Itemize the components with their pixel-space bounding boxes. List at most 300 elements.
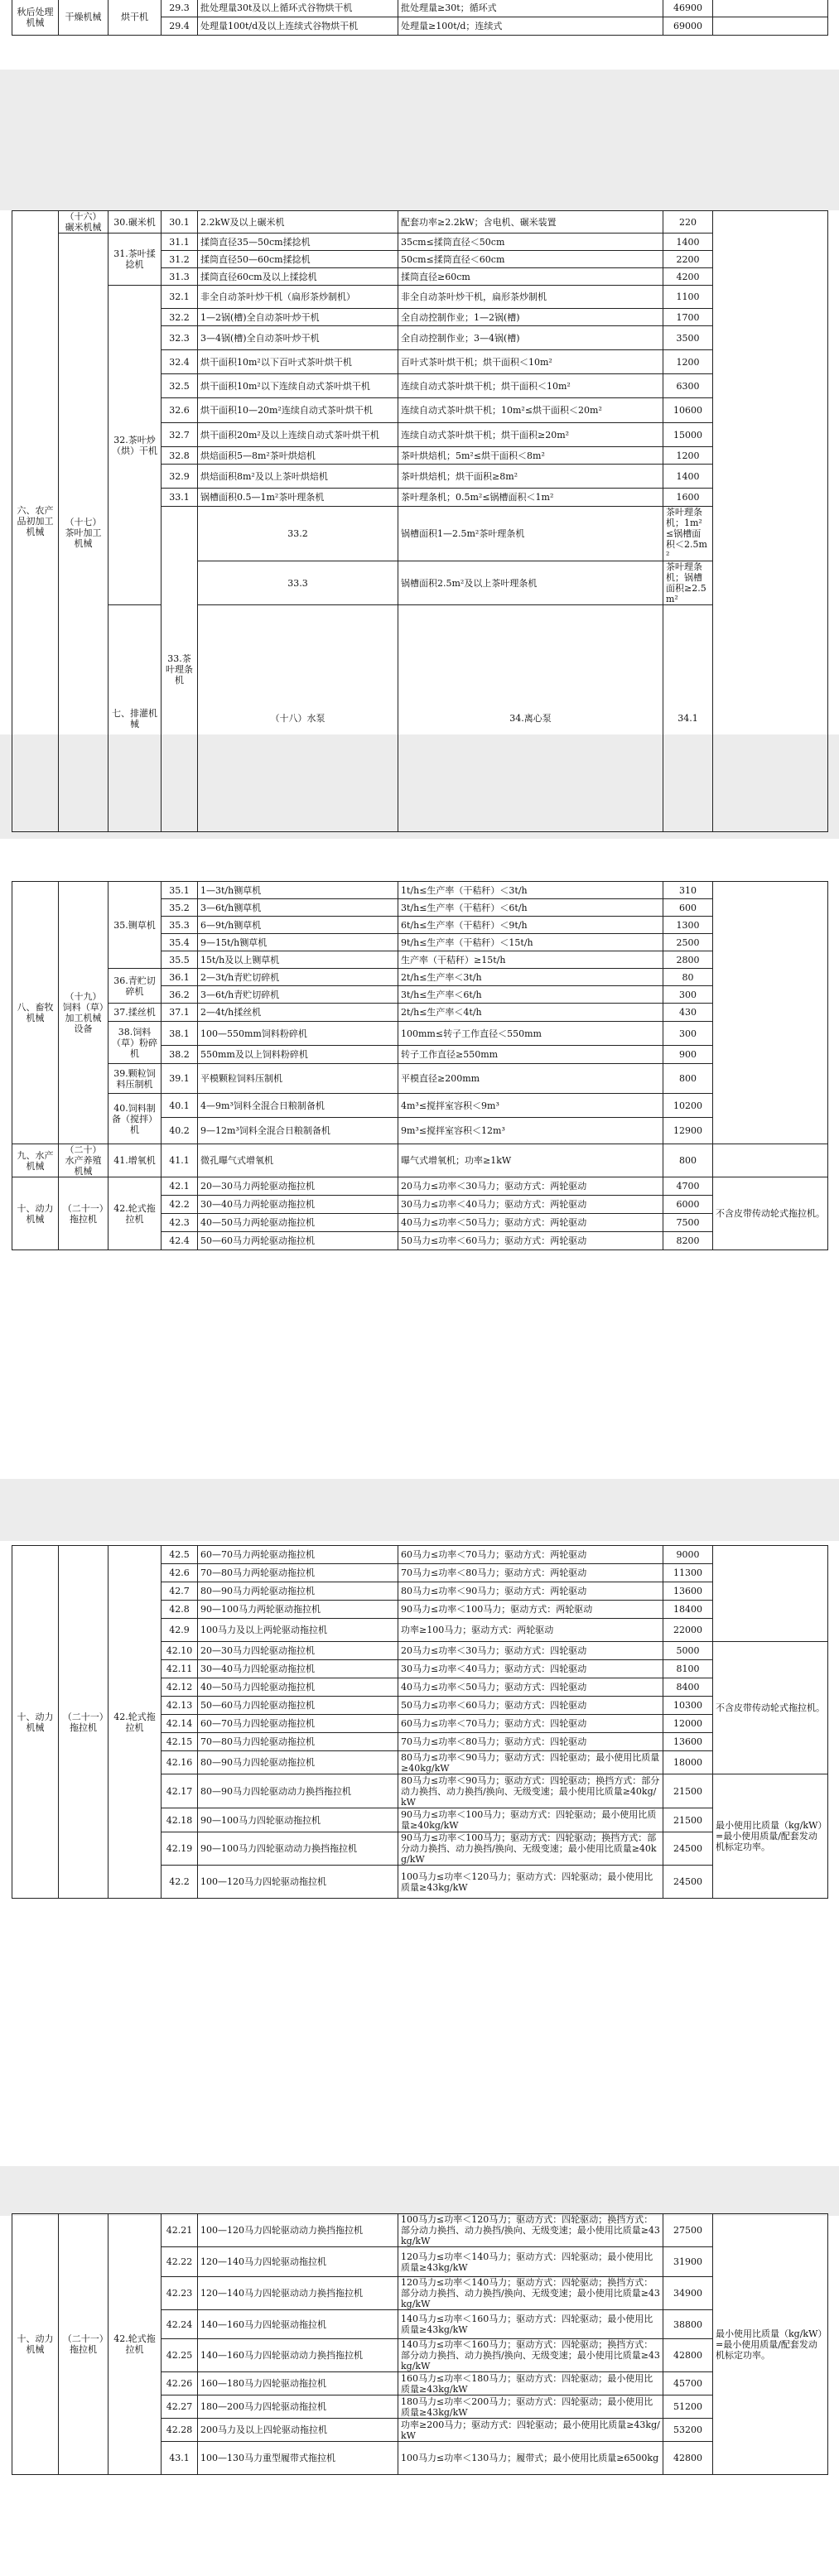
table-cell: 10600 (663, 398, 713, 423)
page-gap (0, 1479, 839, 1541)
table-cell: 140—160马力四轮驱动动力换挡拖拉机 (198, 2339, 398, 2372)
table-cell: 3—6t/h铡草机 (198, 899, 398, 917)
table-cell: 十、动力机械 (12, 1177, 59, 1250)
table-cell: 11300 (663, 1564, 713, 1582)
table-cell: 42.轮式拖拉机 (108, 1177, 162, 1250)
table-cell: （十七）茶叶加工机械 (59, 234, 108, 832)
table-cell: 31.2 (162, 251, 198, 268)
table-cell: 非全自动茶叶炒干机，扁形茶炒制机 (398, 286, 663, 309)
table-cell: 34900 (663, 2277, 713, 2310)
table-cell: 茶叶烘焙机；5m²≤烘干面积＜8m² (398, 447, 663, 465)
table-cell: 430 (663, 1004, 713, 1022)
table-cell: 600 (663, 899, 713, 917)
table-cell: 干燥机械 (59, 0, 108, 36)
table-cell: 9—15t/h铡草机 (198, 934, 398, 951)
table-cell: 900 (663, 1046, 713, 1064)
table-cell: 42.9 (162, 1619, 198, 1642)
table-row (12, 234, 828, 251)
table-cell: 不含皮带传动轮式拖拉机。 (713, 1177, 828, 1250)
table-cell: 30—40马力两轮驱动拖拉机 (198, 1196, 398, 1214)
table-cell: 100马力及以上两轮驱动拖拉机 (198, 1619, 398, 1642)
table-cell: 42.25 (162, 2339, 198, 2372)
table-cell: 9000 (663, 1546, 713, 1564)
table-cell: 42.28 (162, 2419, 198, 2442)
table-cell: 38.1 (162, 1022, 198, 1046)
table-cell: 35cm≤揉筒直径＜50cm (398, 234, 663, 251)
table-cell: 3t/h≤生产率＜6t/h (398, 986, 663, 1004)
table-cell: 39.1 (162, 1064, 198, 1094)
table-cell: 处理量≥100t/d；连续式 (398, 17, 663, 36)
table-cell: 2500 (663, 934, 713, 951)
table-cell: 12900 (663, 1118, 713, 1144)
table-row (12, 1177, 828, 1196)
table-cell: 30马力≤功率＜40马力；驱动方式：四轮驱动 (398, 1660, 663, 1678)
table-cell: 不含皮带传动轮式拖拉机。 (713, 1642, 828, 1774)
table-cell: 36.1 (162, 969, 198, 986)
table-cell: 100马力≤功率＜120马力；驱动方式：四轮驱动；最小使用比质量≥43kg/kW (398, 1866, 663, 1899)
table-cell: 50—60马力两轮驱动拖拉机 (198, 1232, 398, 1250)
table-cell: 八、畜牧机械 (12, 882, 59, 1144)
table-cell: 80 (663, 969, 713, 986)
table-cell: 90—100马力两轮驱动拖拉机 (198, 1601, 398, 1619)
table-cell: 70马力≤功率＜80马力；驱动方式：四轮驱动 (398, 1733, 663, 1751)
table-cell: 43.1 (162, 2442, 198, 2475)
table-cell: 9m³≤搅拌室容积＜12m³ (398, 1118, 663, 1144)
table-row (12, 1022, 828, 1046)
table-cell: 36.2 (162, 986, 198, 1004)
table-cell: 13600 (663, 1582, 713, 1601)
table-cell: 40马力≤功率＜50马力；驱动方式：四轮驱动 (398, 1678, 663, 1697)
table-cell: 42.15 (162, 1733, 198, 1751)
table-cell: 七、排灌机械 (108, 605, 162, 832)
table-cell: 33.3 (198, 561, 398, 605)
table-cell: 42.17 (162, 1774, 198, 1808)
table-cell: 1—3t/h铡草机 (198, 882, 398, 899)
table-cell: 功率≥200马力；驱动方式：四轮驱动；最小使用比质量≥43kg/kW (398, 2419, 663, 2442)
table-cell: 42.23 (162, 2277, 198, 2310)
table-cell: 烘焙面积5—8m²茶叶烘焙机 (198, 447, 398, 465)
table-cell: 非全自动茶叶炒干机（扁形茶炒制机） (198, 286, 398, 309)
table-cell: 15t/h及以上铡草机 (198, 951, 398, 969)
table-cell: 20马力≤功率＜30马力；驱动方式：两轮驱动 (398, 1177, 663, 1196)
table-cell: 42.12 (162, 1678, 198, 1697)
table-cell: 100mm≤转子工作直径＜550mm (398, 1022, 663, 1046)
table-cell: 90—100马力四轮驱动拖拉机 (198, 1808, 398, 1832)
table-page-3 (12, 881, 828, 1250)
table-cell: 最小使用比质量（kg/kW）=最小使用质量/配套发动机标定功率。 (713, 2214, 828, 2475)
table-cell: 90马力≤功率＜100马力；驱动方式：两轮驱动 (398, 1601, 663, 1619)
table-cell: 42.22 (162, 2247, 198, 2277)
table-cell: 140马力≤功率＜160马力；驱动方式：四轮驱动；最小使用比质量≥43kg/kW (398, 2310, 663, 2339)
table-cell: 180—200马力四轮驱动拖拉机 (198, 2395, 398, 2419)
table-cell: 100—130马力重型履带式拖拉机 (198, 2442, 398, 2475)
table-cell: 35.4 (162, 934, 198, 951)
table-cell: 50马力≤功率＜60马力；驱动方式：四轮驱动 (398, 1697, 663, 1715)
table-cell: 32.6 (162, 398, 198, 423)
table-row (12, 0, 828, 17)
table-cell: 连续自动式茶叶烘干机；烘干面积＜10m² (398, 374, 663, 398)
table-row (12, 1064, 828, 1094)
table-cell: 配套功率≥2.2kW；含电机、碾米装置 (398, 211, 663, 234)
table-cell: 42.19 (162, 1832, 198, 1866)
table-cell: 烘干机 (108, 0, 162, 36)
table-cell: 10300 (663, 1697, 713, 1715)
table-cell: 2800 (663, 951, 713, 969)
table-cell: 4m³≤搅拌室容积＜9m³ (398, 1094, 663, 1118)
table-cell (713, 882, 828, 1144)
table-cell: 32.4 (162, 350, 198, 374)
table-cell: 38800 (663, 2310, 713, 2339)
table-cell: 6000 (663, 1196, 713, 1214)
table-cell: 4200 (663, 268, 713, 286)
table-cell: 功率≥100马力；驱动方式：两轮驱动 (398, 1619, 663, 1642)
table-cell: 40—50马力两轮驱动拖拉机 (198, 1214, 398, 1232)
table-cell: 33.茶叶理条机 (162, 507, 198, 832)
table-cell: 120马力≤功率＜140马力；驱动方式：四轮驱动；最小使用比质量≥43kg/kW (398, 2247, 663, 2277)
table-cell: 32.1 (162, 286, 198, 309)
table-cell: 5000 (663, 1642, 713, 1660)
table-cell: 生产率（干秸秆）≥15t/h (398, 951, 663, 969)
table-cell: 46900 (663, 0, 713, 17)
table-cell: 1300 (663, 917, 713, 934)
table-cell: 30马力≤功率＜40马力；驱动方式：两轮驱动 (398, 1196, 663, 1214)
table-cell: 18000 (663, 1751, 713, 1774)
table-cell: 秋后处理机械 (12, 0, 59, 36)
table-cell: 3—4锅(槽)全自动茶叶炒干机 (198, 326, 398, 350)
table-cell: 1200 (663, 447, 713, 465)
table-cell: 茶叶理条机；0.5m²≤锅槽面积＜1m² (398, 489, 663, 507)
table-row (12, 211, 828, 234)
table-cell: 60马力≤功率＜70马力；驱动方式：四轮驱动 (398, 1715, 663, 1733)
table-cell: 2t/h≤生产率＜3t/h (398, 969, 663, 986)
table-cell: 1600 (663, 489, 713, 507)
table-cell: 31.1 (162, 234, 198, 251)
table-cell: 2.2kW及以上碾米机 (198, 211, 398, 234)
table-cell: 32.2 (162, 309, 198, 326)
table-cell: 微孔曝气式增氧机 (198, 1144, 398, 1177)
table-cell: 15000 (663, 423, 713, 447)
table-cell: 全自动控制作业；1—2锅(槽) (398, 309, 663, 326)
table-cell: 140—160马力四轮驱动拖拉机 (198, 2310, 398, 2339)
table-cell: 42.26 (162, 2372, 198, 2395)
table-cell: 2200 (663, 251, 713, 268)
table-cell: 80马力≤功率＜90马力；驱动方式：两轮驱动 (398, 1582, 663, 1601)
table-cell: 连续自动式茶叶烘干机；10m²≤烘干面积＜20m² (398, 398, 663, 423)
table-cell: 38.2 (162, 1046, 198, 1064)
table-cell: 1t/h≤生产率（干秸秆）＜3t/h (398, 882, 663, 899)
table-cell: 31.茶叶揉捻机 (108, 234, 162, 286)
table-cell: 70马力≤功率＜80马力；驱动方式：两轮驱动 (398, 1564, 663, 1582)
table-cell: 800 (663, 1144, 713, 1177)
table-cell: 120—140马力四轮驱动动力换挡拖拉机 (198, 2277, 398, 2310)
table-cell: 十、动力机械 (12, 2214, 59, 2475)
table-page-1 (12, 0, 828, 36)
table-cell (713, 211, 828, 832)
table-cell: 42.2 (162, 1196, 198, 1214)
table-cell: 50—60马力四轮驱动拖拉机 (198, 1697, 398, 1715)
table-cell: 550mm及以上饲料粉碎机 (198, 1046, 398, 1064)
table-cell: （二十一）拖拉机 (59, 1546, 108, 1899)
table-cell (713, 17, 828, 36)
table-cell: 22000 (663, 1619, 713, 1642)
table-cell: 310 (663, 882, 713, 899)
table-cell: 40.1 (162, 1094, 198, 1118)
table-cell: 平模颗粒饲料压制机 (198, 1064, 398, 1094)
table-cell: 32.茶叶炒（烘）干机 (108, 286, 162, 605)
table-cell: 38.饲料（草）粉碎机 (108, 1022, 162, 1064)
table-cell: 160马力≤功率＜180马力；驱动方式：四轮驱动；最小使用比质量≥43kg/kW (398, 2372, 663, 2395)
table-cell: 30—40马力四轮驱动拖拉机 (198, 1660, 398, 1678)
table-cell: 69000 (663, 17, 713, 36)
table-cell: 32.9 (162, 465, 198, 489)
table-cell: （十九）饲料（草）加工机械设备 (59, 882, 108, 1144)
table-cell: 100马力≤功率＜130马力；履带式；最小使用比质量≥6500kg (398, 2442, 663, 2475)
table-cell: 十、动力机械 (12, 1546, 59, 1899)
table-cell: 21500 (663, 1808, 713, 1832)
table-cell: 100马力≤功率＜120马力；驱动方式：四轮驱动；换挡方式：部分动力换挡、动力换挡/换向、无级变速；最小使用比质量≥43kg/kW (398, 2214, 663, 2247)
table-cell: 9—12m³饲料全混合日粮制备机 (198, 1118, 398, 1144)
table-row (12, 605, 828, 832)
table-cell: 42.27 (162, 2395, 198, 2419)
table-cell: 9t/h≤生产率（干秸秆）＜15t/h (398, 934, 663, 951)
table-cell: 80—90马力四轮驱动动力换挡拖拉机 (198, 1774, 398, 1808)
table-cell: （十六）碾米机械 (59, 211, 108, 234)
table-cell: 2—3t/h青贮切碎机 (198, 969, 398, 986)
table-cell: 200马力及以上四轮驱动拖拉机 (198, 2419, 398, 2442)
table-cell: 揉筒直径50—60cm揉捻机 (198, 251, 398, 268)
table-cell: 锅槽面积1—2.5m²茶叶理条机 (398, 507, 663, 561)
table-row (12, 882, 828, 899)
table-cell: 31.3 (162, 268, 198, 286)
table-cell: 3—6t/h青贮切碎机 (198, 986, 398, 1004)
table-cell: 42.4 (162, 1232, 198, 1250)
table-cell: 烘焙面积8m²及以上茶叶烘焙机 (198, 465, 398, 489)
table-cell: 100—120马力四轮驱动拖拉机 (198, 1866, 398, 1899)
table-row (12, 1144, 828, 1177)
table-cell: 2—4t/h揉丝机 (198, 1004, 398, 1022)
table-row (12, 286, 828, 309)
page-gap (0, 70, 839, 210)
table-cell: 35.铡草机 (108, 882, 162, 969)
table-cell: 揉筒直径≥60cm (398, 268, 663, 286)
table-page-5 (12, 2213, 828, 2475)
table-cell: 批处理量30t及以上循环式谷物烘干机 (198, 0, 398, 17)
table-cell: 6300 (663, 374, 713, 398)
table-cell: 2t/h≤生产率＜4t/h (398, 1004, 663, 1022)
table-cell: 7500 (663, 1214, 713, 1232)
table-cell: 80马力≤功率＜90马力；驱动方式：四轮驱动；最小使用比质量≥40kg/kW (398, 1751, 663, 1774)
table-cell (713, 0, 828, 17)
table-cell: 1—2锅(槽)全自动茶叶炒干机 (198, 309, 398, 326)
table-cell: 10200 (663, 1094, 713, 1118)
table-cell: 13600 (663, 1733, 713, 1751)
table-cell: 40马力≤功率＜50马力；驱动方式：两轮驱动 (398, 1214, 663, 1232)
table-cell: 平模直径≥200mm (398, 1064, 663, 1094)
table-cell: 8100 (663, 1660, 713, 1678)
table-cell: 42.6 (162, 1564, 198, 1582)
table-row (12, 1094, 828, 1118)
table-cell: 揉筒直径60cm及以上揉捻机 (198, 268, 398, 286)
table-cell: 6—9t/h铡草机 (198, 917, 398, 934)
table-cell: 30.1 (162, 211, 198, 234)
table-cell: 处理量100t/d及以上连续式谷物烘干机 (198, 17, 398, 36)
table-cell: 曝气式增氧机；功率≥1kW (398, 1144, 663, 1177)
table-row (12, 1546, 828, 1564)
table-cell: 800 (663, 1064, 713, 1094)
table-cell: 80—90马力四轮驱动拖拉机 (198, 1751, 398, 1774)
table-cell: 35.1 (162, 882, 198, 899)
table-cell (713, 1144, 828, 1177)
table-cell: 百叶式茶叶烘干机；烘干面积＜10m² (398, 350, 663, 374)
table-cell: 42.轮式拖拉机 (108, 2214, 162, 2475)
table-cell: 300 (663, 1022, 713, 1046)
table-cell: 120马力≤功率＜140马力；驱动方式：四轮驱动；换挡方式：部分动力换挡、动力换挡/换向、无级变速；最小使用比质量≥43kg/kW (398, 2277, 663, 2310)
table-cell: （十八）水泵 (198, 605, 398, 832)
table-cell: 42800 (663, 2339, 713, 2372)
table-cell: 90马力≤功率＜100马力；驱动方式：四轮驱动；最小使用比质量≥40kg/kW (398, 1808, 663, 1832)
table-cell: 锅槽面积2.5m²及以上茶叶理条机 (398, 561, 663, 605)
table-cell: 42.7 (162, 1582, 198, 1601)
table-cell: 40.2 (162, 1118, 198, 1144)
table-cell: 3500 (663, 326, 713, 350)
table-cell: 160—180马力四轮驱动拖拉机 (198, 2372, 398, 2395)
table-cell: 42.5 (162, 1546, 198, 1564)
table-cell: 33.2 (198, 507, 398, 561)
table-cell (713, 1546, 828, 1642)
table-cell: 九、水产机械 (12, 1144, 59, 1177)
table-cell: 100—550mm饲料粉碎机 (198, 1022, 398, 1046)
table-cell: 42.10 (162, 1642, 198, 1660)
table-cell: 20—30马力四轮驱动拖拉机 (198, 1642, 398, 1660)
table-cell: 42.24 (162, 2310, 198, 2339)
table-cell: 35.2 (162, 899, 198, 917)
table-cell: 35.3 (162, 917, 198, 934)
table-cell: 53200 (663, 2419, 713, 2442)
table-cell: 茶叶理条机；1m²≤锅槽面积＜2.5m² (663, 507, 713, 561)
table-cell: 50马力≤功率＜60马力；驱动方式：两轮驱动 (398, 1232, 663, 1250)
table-cell: 36.青贮切碎机 (108, 969, 162, 1004)
table-cell: 60—70马力两轮驱动拖拉机 (198, 1546, 398, 1564)
table-cell: 50cm≤揉筒直径＜60cm (398, 251, 663, 268)
table-cell: 32.3 (162, 326, 198, 350)
table-row (12, 1004, 828, 1022)
table-cell: （二十一）拖拉机 (59, 1177, 108, 1250)
table-cell: 6t/h≤生产率（干秸秆）＜9t/h (398, 917, 663, 934)
table-cell: 60—70马力四轮驱动拖拉机 (198, 1715, 398, 1733)
table-cell: 烘干面积10m²以下连续自动式茶叶烘干机 (198, 374, 398, 398)
table-cell: 33.1 (162, 489, 198, 507)
table-cell: 100—120马力四轮驱动动力换挡拖拉机 (198, 2214, 398, 2247)
table-cell: 31900 (663, 2247, 713, 2277)
table-cell: 80马力≤功率＜90马力；驱动方式：四轮驱动；换挡方式：部分动力换挡、动力换挡/换向、无级变速；最小使用比质量≥40kg/kW (398, 1774, 663, 1808)
table-cell: 41.1 (162, 1144, 198, 1177)
table-cell: 24500 (663, 1866, 713, 1899)
table-cell: 六、农产品初加工机械 (12, 211, 59, 832)
table-cell: 30.碾米机 (108, 211, 162, 234)
table-cell: 批处理量≥30t；循环式 (398, 0, 663, 17)
table-cell: 烘干面积10m²以下百叶式茶叶烘干机 (198, 350, 398, 374)
table-cell: 90马力≤功率＜100马力；驱动方式：四轮驱动；换挡方式：部分动力换挡、动力换挡/换向、无级变速；最小使用比质量≥40kg/kW (398, 1832, 663, 1866)
table-cell: 42.1 (162, 1177, 198, 1196)
table-cell: 42.2 (162, 1866, 198, 1899)
table-cell: 揉筒直径35—50cm揉捻机 (198, 234, 398, 251)
table-cell: 51200 (663, 2395, 713, 2419)
table-cell: 140马力≤功率＜160马力；驱动方式：四轮驱动；换挡方式：部分动力换挡、动力换挡/换向、无级变速；最小使用比质量≥43kg/kW (398, 2339, 663, 2372)
table-cell: 4700 (663, 1177, 713, 1196)
table-cell: 茶叶烘焙机；烘干面积≥8m² (398, 465, 663, 489)
table-row (12, 969, 828, 986)
table-cell: 39.颗粒饲料压制机 (108, 1064, 162, 1094)
table-cell: 70—80马力两轮驱动拖拉机 (198, 1564, 398, 1582)
table-cell: 1400 (663, 465, 713, 489)
table-cell: 20马力≤功率＜30马力；驱动方式：四轮驱动 (398, 1642, 663, 1660)
table-page-2 (12, 210, 828, 832)
table-cell: 全自动控制作业；3—4锅(槽) (398, 326, 663, 350)
table-cell: 70—80马力四轮驱动拖拉机 (198, 1733, 398, 1751)
table-cell: 29.4 (162, 17, 198, 36)
table-cell: 1100 (663, 286, 713, 309)
table-cell: 8200 (663, 1232, 713, 1250)
table-cell: 120—140马力四轮驱动拖拉机 (198, 2247, 398, 2277)
table-cell: 21500 (663, 1774, 713, 1808)
table-cell: 37.1 (162, 1004, 198, 1022)
table-cell: 1200 (663, 350, 713, 374)
table-cell: 20—30马力两轮驱动拖拉机 (198, 1177, 398, 1196)
table-cell: 12000 (663, 1715, 713, 1733)
table-cell: 烘干面积10—20m²连续自动式茶叶烘干机 (198, 398, 398, 423)
table-cell: 34.离心泵 (398, 605, 663, 832)
table-cell: 45700 (663, 2372, 713, 2395)
table-cell: 40—50马力四轮驱动拖拉机 (198, 1678, 398, 1697)
table-cell: 24500 (663, 1832, 713, 1866)
table-cell: 42.3 (162, 1214, 198, 1232)
table-cell: 42.14 (162, 1715, 198, 1733)
table-cell: 42.8 (162, 1601, 198, 1619)
table-cell: 42.轮式拖拉机 (108, 1546, 162, 1899)
table-cell: 42.11 (162, 1660, 198, 1678)
table-cell: 18400 (663, 1601, 713, 1619)
table-cell: 80—90马力两轮驱动拖拉机 (198, 1582, 398, 1601)
table-cell: 8400 (663, 1678, 713, 1697)
table-cell: 40.饲料制备（搅拌）机 (108, 1094, 162, 1144)
table-cell: 茶叶理条机；锅槽面积≥2.5m² (663, 561, 713, 605)
table-cell: 180马力≤功率＜200马力；驱动方式：四轮驱动；最小使用比质量≥43kg/kW (398, 2395, 663, 2419)
table-cell: 220 (663, 211, 713, 234)
table-cell: 42800 (663, 2442, 713, 2475)
table-cell: 烘干面积20m²及以上连续自动式茶叶烘干机 (198, 423, 398, 447)
table-cell: 转子工作直径≥550mm (398, 1046, 663, 1064)
page-gap (0, 2166, 839, 2216)
table-cell: 32.5 (162, 374, 198, 398)
table-cell: 27500 (663, 2214, 713, 2247)
table-cell: 连续自动式茶叶烘干机；烘干面积≥20m² (398, 423, 663, 447)
table-cell: 300 (663, 986, 713, 1004)
table-cell: （二十）水产养殖机械 (59, 1144, 108, 1177)
table-cell: 60马力≤功率＜70马力；驱动方式：两轮驱动 (398, 1546, 663, 1564)
table-cell: 32.8 (162, 447, 198, 465)
table-page-4 (12, 1545, 828, 1899)
table-cell: 1400 (663, 234, 713, 251)
table-cell: 41.增氧机 (108, 1144, 162, 1177)
table-cell: 1700 (663, 309, 713, 326)
table-cell: （二十一）拖拉机 (59, 2214, 108, 2475)
table-cell: 42.13 (162, 1697, 198, 1715)
table-cell: 34.1 (663, 605, 713, 832)
table-cell: 32.7 (162, 423, 198, 447)
table-cell: 90—100马力四轮驱动动力换挡拖拉机 (198, 1832, 398, 1866)
table-cell: 42.21 (162, 2214, 198, 2247)
table-cell: 3t/h≤生产率（干秸秆）＜6t/h (398, 899, 663, 917)
